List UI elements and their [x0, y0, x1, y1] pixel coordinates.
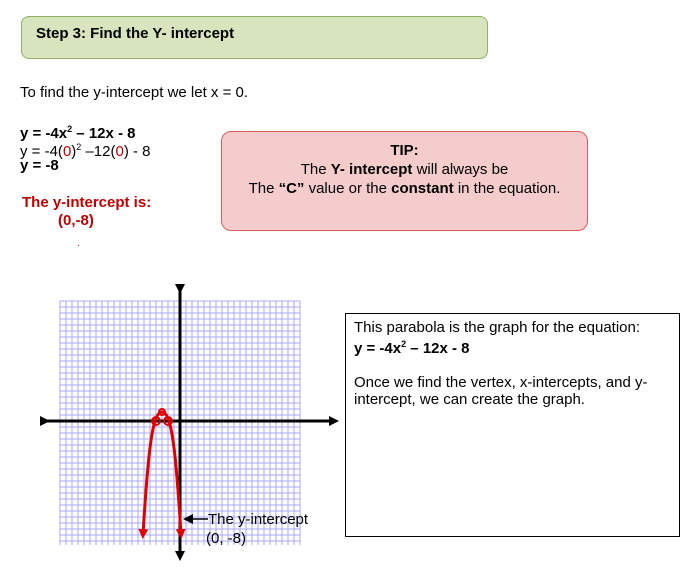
tip-title: TIP: — [390, 142, 419, 159]
annotation-line-1: The y-intercept — [208, 511, 309, 528]
explanation-text-2: Once we find the vertex, x-intercepts, and y-intercept, we can create the graph. — [354, 374, 648, 408]
equation-line-1: $y = -4x^2 - 12x - 8$ — [20, 124, 136, 142]
tip-line-1: The Y- intercept will always be — [300, 161, 509, 178]
result-value: (0,-8) — [58, 212, 94, 229]
step-banner — [21, 16, 488, 59]
explanation-box — [345, 313, 680, 537]
tip-box — [221, 131, 588, 231]
explanation-text-1: This parabola is the graph for the equation: — [354, 319, 641, 336]
step-title: Step 3: Find the Y- intercept — [36, 25, 235, 42]
equation-line-2: $y = -4(0)^2$ –12(0) - 8 — [20, 142, 151, 160]
parabola-graph — [40, 284, 340, 564]
annotation-line-2: (0, -8) — [206, 530, 247, 547]
explanation-equation: $y = -4x^2 - 12x - 8$ — [354, 339, 470, 357]
parabola-left-arm — [143, 412, 162, 534]
intro-text: To find the y-intercept we let x = 0. — [20, 84, 249, 101]
result-label: The y-intercept is: — [22, 194, 152, 211]
tip-line-2: The “C” value or the constant in the equation. — [248, 180, 561, 197]
parabola-right-arm — [162, 412, 181, 534]
stray-dot: . — [77, 238, 80, 249]
equation-line-3: y = -8 — [20, 157, 59, 174]
